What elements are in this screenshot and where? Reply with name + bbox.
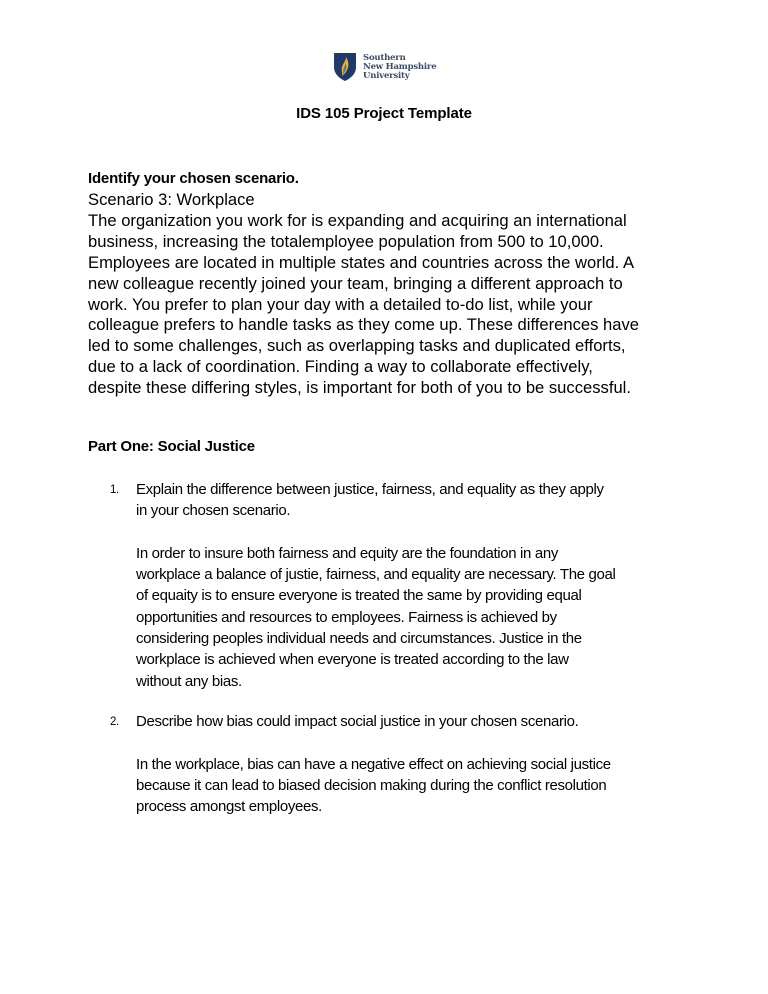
flame-shield-icon bbox=[333, 52, 357, 82]
answer-line: opportunities and resources to employees. Fairness is achieved by bbox=[136, 608, 557, 626]
scenario-line: colleague prefers to handle tasks as they come up. These differences have bbox=[88, 315, 640, 335]
scenario-line: despite these differing styles, is important for both of you to be successful. bbox=[88, 378, 631, 398]
scenario-line: Employees are located in multiple states and countries across the world. A bbox=[88, 252, 635, 272]
logo-line-3: University bbox=[363, 70, 410, 81]
logo-line-1: Southern bbox=[363, 52, 406, 63]
scenario-heading: Identify your chosen scenario. bbox=[88, 170, 299, 187]
scenario-line: due to a lack of coordination. Finding a way to collaborate effectively, bbox=[88, 357, 593, 377]
scenario-line: The organization you work for is expanding and acquiring an international bbox=[88, 210, 627, 230]
scenario-line: business, increasing the totalemployee population from 500 to 10,000. bbox=[88, 231, 604, 251]
answer-line: workplace a balance of justie, fairness, and equality are necessary. The goal bbox=[136, 566, 616, 584]
answer-line: without any bias. bbox=[136, 672, 242, 690]
scenario-description bbox=[88, 190, 688, 399]
logo-line-2: New Hampshire bbox=[363, 61, 437, 72]
question-body bbox=[136, 479, 716, 692]
answer-line: workplace is achieved when everyone is treated according to the law bbox=[136, 651, 569, 669]
question-body bbox=[136, 711, 716, 817]
scenario-line: work. You prefer to plan your day with a detailed to-do list, while your bbox=[88, 294, 593, 314]
answer-line: process amongst employees. bbox=[136, 798, 322, 816]
scenario-line: new colleague recently joined your team, bringing a different approach to bbox=[88, 273, 623, 293]
answer-line: of equaity is to ensure everyone is treated the same by providing equal bbox=[136, 587, 582, 605]
scenario-line: Scenario 3: Workplace bbox=[88, 190, 255, 209]
answer-line: In the workplace, bias can have a negative effect on achieving social justice bbox=[136, 755, 611, 773]
part-one-heading: Part One: Social Justice bbox=[88, 438, 255, 455]
document-title: IDS 105 Project Template bbox=[296, 105, 472, 122]
answer-line: because it can lead to biased decision making during the conflict resolution bbox=[136, 776, 607, 794]
answer-line: In order to insure both fairness and equity are the foundation in any bbox=[136, 544, 558, 562]
question-prompt-line: Explain the difference between justice, fairness, and equality as they apply bbox=[136, 481, 604, 498]
answer-line: considering peoples individual needs and circumstances. Justice in the bbox=[136, 630, 582, 648]
question-number: 2. bbox=[110, 716, 119, 728]
university-logo bbox=[333, 52, 436, 82]
question-prompt-line: Describe how bias could impact social justice in your chosen scenario. bbox=[136, 713, 579, 730]
question-prompt-line: in your chosen scenario. bbox=[136, 502, 291, 520]
university-name bbox=[363, 54, 436, 81]
scenario-line: led to some challenges, such as overlapping tasks and duplicated efforts, bbox=[88, 336, 626, 356]
question-number: 1. bbox=[110, 484, 119, 496]
